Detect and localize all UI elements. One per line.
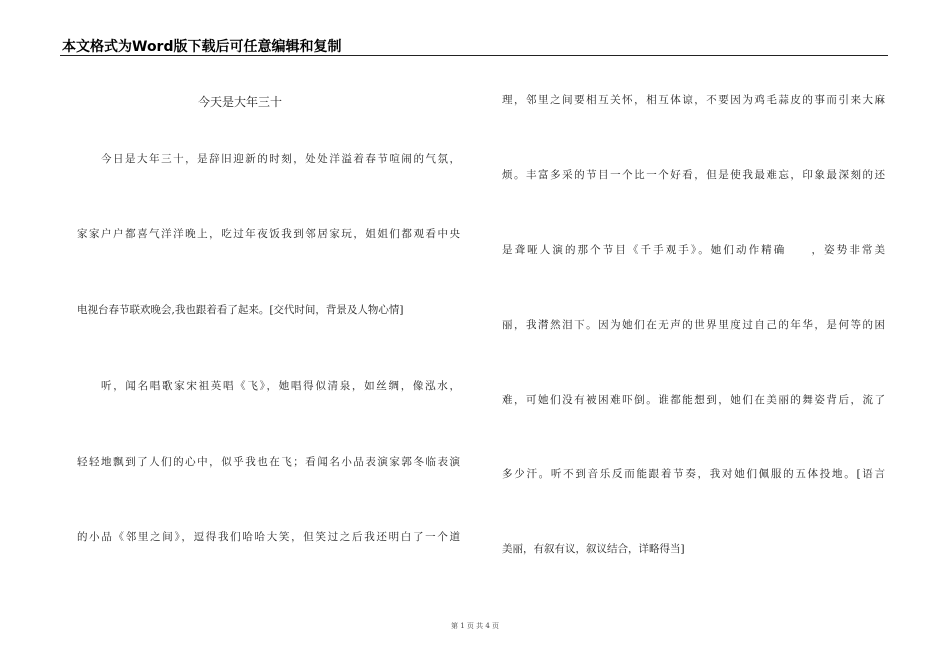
paragraph-line: 轻轻地飘到了人们的心中，似乎我也在飞；看闻名小品表演家郭冬临表演 — [77, 456, 460, 468]
document-header-title: 本文格式为Word版下载后可任意编辑和复制 — [62, 39, 342, 55]
page-number-footer: 第 1 页 共 4 页 — [450, 622, 500, 630]
paragraph-line: 多少汗。听不到音乐反而能跟着节奏，我对她们佩服的五体投地。[语言 — [502, 468, 885, 480]
paragraph-line: 丽，我潸然泪下。因为她们在无声的世界里度过自己的年华，是何等的困 — [502, 319, 885, 331]
article-title: 今天是大年三十 — [197, 95, 282, 109]
paragraph-line: 是聋哑人演的那个节目《千手观手》。她们动作精确 ，姿势非常美 — [502, 244, 885, 256]
paragraph-line: 家家户户都喜气洋洋晚上，吃过年夜饭我到邻居家玩，姐姐们都观看中央 — [77, 228, 460, 240]
paragraph-line: 烦。丰富多采的节目一个比一个好看，但是使我最难忘，印象最深刻的还 — [502, 169, 885, 181]
paragraph-line: 听，闻名唱歌家宋祖英唱《飞》，她唱得似清泉，如丝绸，像泓水， — [101, 380, 460, 392]
paragraph-line: 今日是大年三十，是辞旧迎新的时刻，处处洋溢着春节喧闹的气氛， — [101, 153, 460, 165]
paragraph-line: 理，邻里之间要相互关怀，相互体谅，不要因为鸡毛蒜皮的事而引来大麻 — [502, 94, 885, 106]
header-divider — [60, 55, 888, 56]
paragraph-line: 的小品《邻里之间》，逗得我们哈哈大笑，但笑过之后我还明白了一个道 — [77, 531, 460, 543]
paragraph-line: 难，可她们没有被困难吓倒。谁都能想到，她们在美丽的舞姿背后，流了 — [502, 394, 885, 406]
paragraph-line: 电视台春节联欢晚会,我也跟着看了起来。[交代时间，背景及人物心情] — [77, 304, 404, 316]
paragraph-line: 美丽，有叙有议，叙议结合，详略得当] — [502, 543, 685, 555]
